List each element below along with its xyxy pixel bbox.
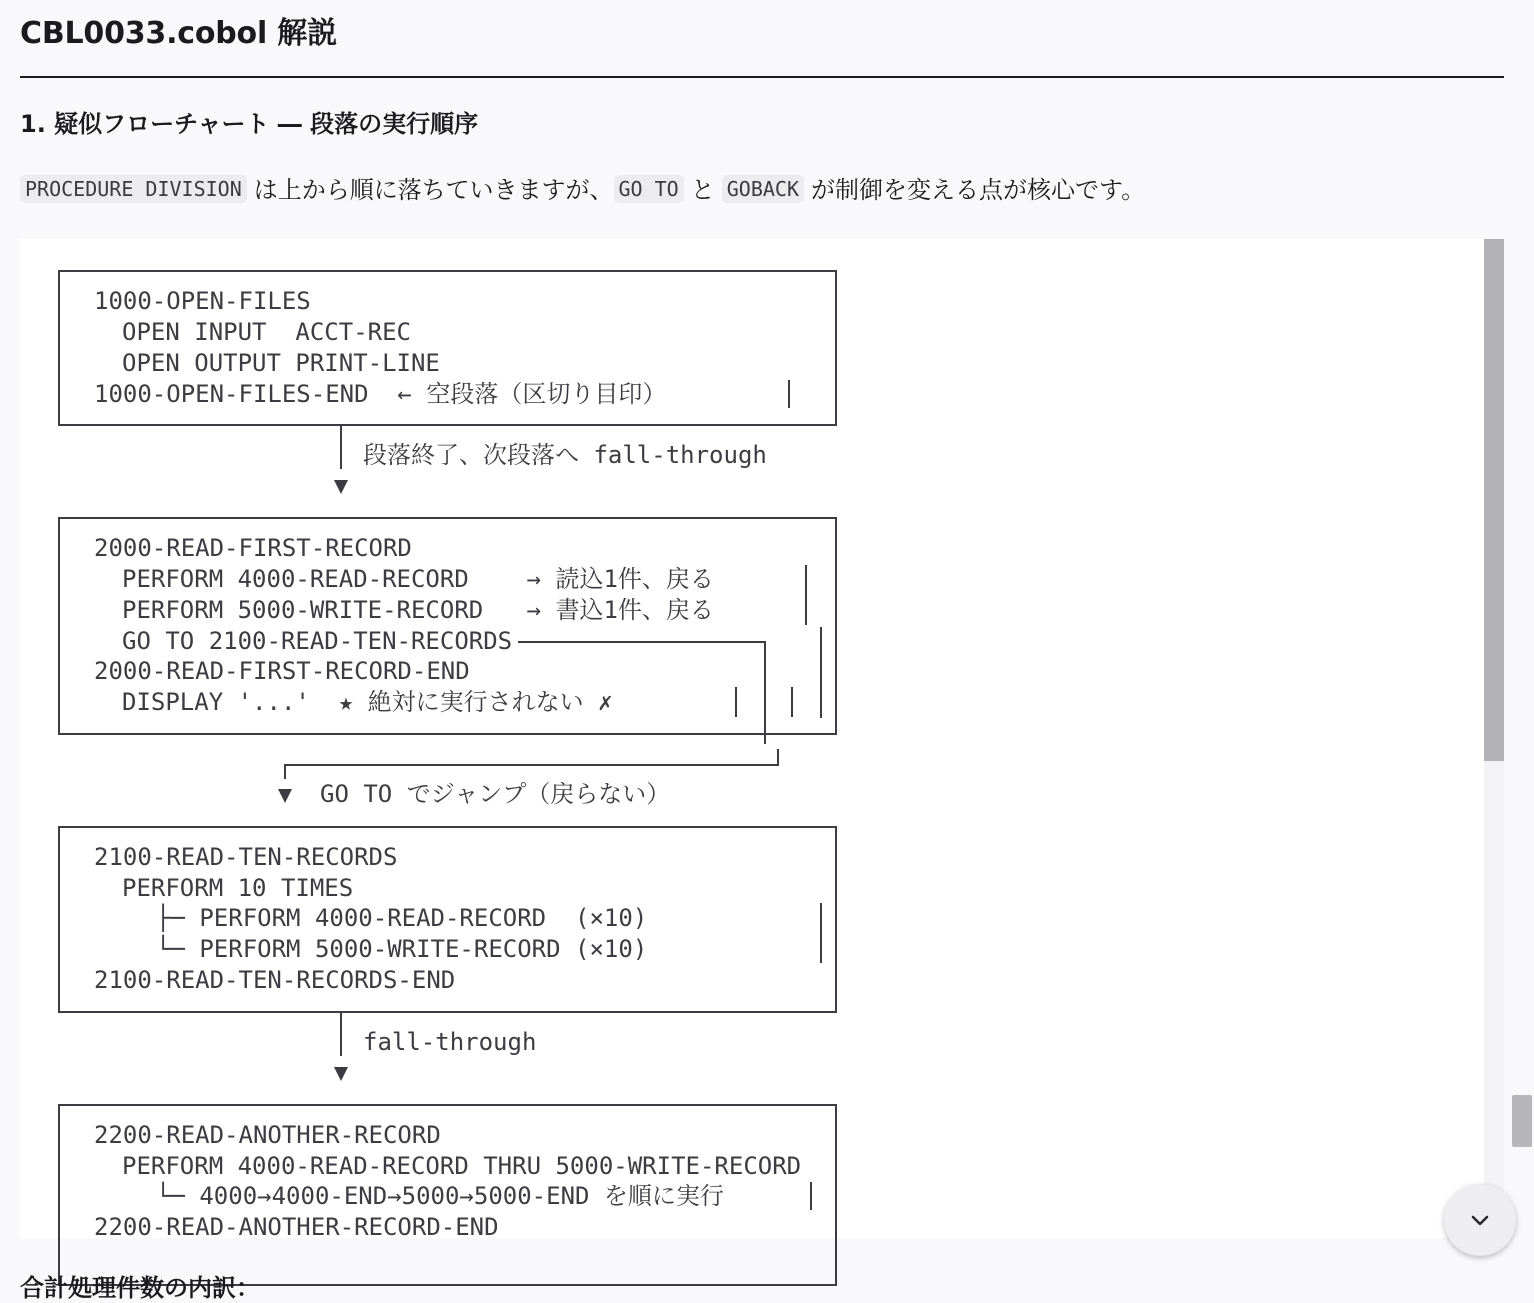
box-line: 2200-READ-ANOTHER-RECORD-END: [94, 1213, 499, 1241]
box-line: OPEN OUTPUT PRINT-LINE: [122, 349, 440, 377]
down-arrow-icon: [334, 480, 348, 494]
paragraph-box-2100-read-ten-records: [59, 827, 836, 1012]
inline-code-procedure-division: PROCEDURE DIVISION: [20, 175, 247, 203]
fall-through-link-1: [334, 425, 767, 494]
box-line: 1000-OPEN-FILES-END ← 空段落（区切り目印）: [94, 380, 667, 408]
down-arrow-icon: [278, 789, 292, 803]
link-label: fall-through: [363, 1028, 537, 1056]
box-line: 2200-READ-ANOTHER-RECORD: [94, 1121, 441, 1149]
down-arrow-icon: [334, 1067, 348, 1081]
title-divider: [20, 76, 1504, 78]
intro-text-1: は上から順に落ちていきますが、: [253, 176, 614, 204]
inline-code-goback: GOBACK: [722, 175, 804, 203]
next-section-heading: 合計処理件数の内訳：: [20, 1274, 260, 1302]
box-line: ├─ PERFORM 4000-READ-RECORD (×10): [156, 904, 648, 932]
box-line: 2000-READ-FIRST-RECORD: [94, 534, 412, 562]
chevron-down-icon: [1468, 1208, 1492, 1232]
box-line: PERFORM 4000-READ-RECORD → 読込1件、戻る: [122, 565, 714, 593]
paragraph-box-2000-read-first-record: [59, 518, 836, 734]
box-line: 2100-READ-TEN-RECORDS-END: [94, 966, 456, 994]
inline-code-go-to: GO TO: [614, 175, 684, 203]
link-label: GO TO でジャンプ（戻らない）: [320, 780, 671, 808]
box-line: DISPLAY '...' ★ 絶対に実行されない ✗: [122, 688, 613, 716]
intro-text-2: と: [690, 176, 715, 204]
link-label: 段落終了、次段落へ fall-through: [363, 441, 767, 469]
box-line: OPEN INPUT ACCT-REC: [122, 318, 411, 346]
box-line: └─ PERFORM 5000-WRITE-RECORD (×10): [156, 935, 648, 963]
paragraph-box-1000-open-files: [59, 271, 836, 425]
paragraph-box-2200-read-another-record: [59, 1105, 836, 1285]
flowchart-diagram: [20, 239, 1484, 1241]
code-block[interactable]: [20, 239, 1504, 1241]
code-block-scrollbar-thumb[interactable]: [1484, 239, 1504, 761]
scroll-to-bottom-button[interactable]: [1444, 1184, 1516, 1256]
box-line: 1000-OPEN-FILES: [94, 287, 311, 315]
section-heading: 1. 疑似フローチャート ― 段落の実行順序: [20, 110, 479, 138]
box-line: 2100-READ-TEN-RECORDS: [94, 843, 398, 871]
document-title: CBL0033.cobol 解説: [20, 16, 337, 51]
intro-text-3: が制御を変える点が核心です。: [810, 176, 1146, 204]
box-line: └─ 4000→4000-END→5000→5000-END を順に実行: [156, 1182, 724, 1210]
box-line: GO TO 2100-READ-TEN-RECORDS: [122, 627, 513, 655]
connector-line: [285, 749, 778, 779]
page-scrollbar-thumb[interactable]: [1512, 1095, 1532, 1147]
box-line: PERFORM 4000-READ-RECORD THRU 5000-WRITE-RECORD: [122, 1152, 802, 1180]
fall-through-link-2: [334, 1012, 536, 1081]
code-block-scrollbar-track[interactable]: [1484, 239, 1504, 1238]
box-line: 2000-READ-FIRST-RECORD-END: [94, 657, 470, 685]
box-line: PERFORM 5000-WRITE-RECORD → 書込1件、戻る: [122, 596, 714, 624]
intro-paragraph: [20, 170, 1145, 210]
box-line: PERFORM 10 TIMES: [122, 874, 354, 902]
